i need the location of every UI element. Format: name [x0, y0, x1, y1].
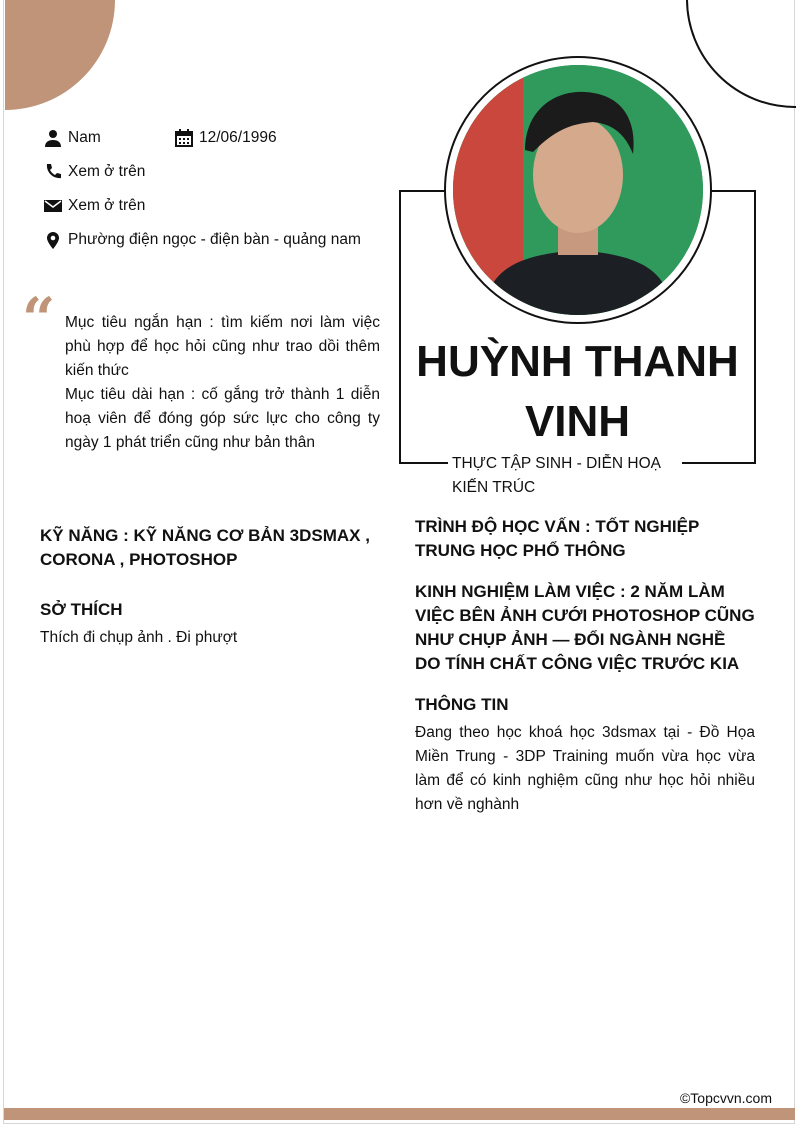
dob-text: 12/06/1996 [199, 129, 277, 146]
info-text: Đang theo học khoá học 3dsmax tại - Đồ Họa Miền Trung - 3DP Training muốn vừa học vừa làm để có kinh nghiệm cũng như học hỏi nhiều hơn về nghành [415, 724, 755, 813]
contact-phone [44, 163, 145, 181]
address-text: Phường điện ngọc - điện bàn - quảng nam [68, 231, 361, 248]
hobbies-text: Thích đi chụp ảnh . Đi phượt [40, 629, 238, 646]
career-objective [65, 311, 380, 455]
hobbies-section [40, 598, 380, 650]
education-section [415, 515, 755, 563]
avatar [453, 65, 703, 315]
copyright-link[interactable]: ©Topcvvn.com [679, 1090, 772, 1106]
hobbies-heading: SỞ THÍCH [40, 600, 123, 619]
gender-text: Nam [68, 129, 101, 146]
experience-heading: KINH NGHIỆM LÀM VIỆC : 2 NĂM LÀM VIỆC BÊN ẢNH CƯỚI PHOTOSHOP CŨNG NHƯ CHỤP ẢNH — ĐỔI NGÀNH NGHỀ DO TÍNH CHẤT CÔNG VIỆC TRƯỚC KIA [415, 582, 755, 673]
info-heading: THÔNG TIN [415, 695, 509, 714]
contact-gender [44, 129, 101, 147]
education-heading: TRÌNH ĐỘ HỌC VẤN : TỐT NGHIỆP TRUNG HỌC PHỔ THÔNG [415, 517, 699, 560]
phone-text: Xem ở trên [68, 163, 146, 180]
footer-bar [4, 1108, 795, 1120]
contact-email [44, 197, 145, 215]
skills-section [40, 524, 380, 572]
envelope-icon [44, 197, 62, 215]
calendar-icon [175, 129, 193, 147]
candidate-name: HUỲNH THANH VINH [416, 337, 739, 446]
info-section [415, 693, 755, 817]
contact-dob [175, 129, 277, 147]
objective-short: Mục tiêu ngắn hạn : tìm kiếm nơi làm việc phù hợp để học hỏi cũng như trao dồi thêm kiến thức [65, 314, 380, 379]
email-text: Xem ở trên [68, 197, 146, 214]
experience-section [415, 580, 755, 676]
phone-icon [44, 163, 62, 181]
quote-icon: “ [22, 285, 56, 353]
candidate-role: THỰC TẬP SINH - DIỄN HOẠ KIẾN TRÚC [448, 452, 682, 500]
skills-heading: KỸ NĂNG : KỸ NĂNG CƠ BẢN 3DSMAX , CORONA , PHOTOSHOP [40, 526, 370, 569]
person-icon [44, 129, 62, 147]
location-pin-icon [44, 231, 62, 249]
contact-address [44, 231, 361, 249]
objective-long: Mục tiêu dài hạn : cố gắng trở thành 1 diễn hoạ viên để đóng góp sức lực cho công ty ngày 1 phát triển cũng như bản thân [65, 386, 380, 451]
